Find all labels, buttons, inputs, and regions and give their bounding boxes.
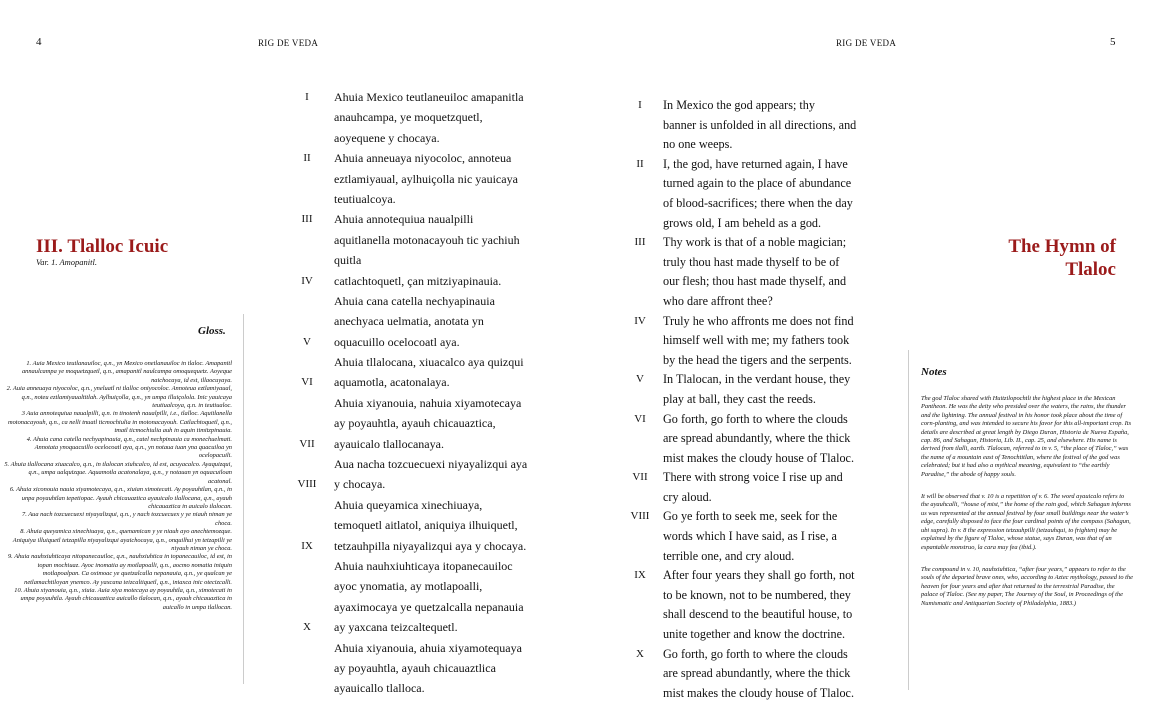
verse-number: I bbox=[305, 91, 309, 103]
gloss-paragraph: 6. Ahuia xiconouia nauia xiyamotecaya, q.n., xiuian ximotecati. Ay poyauhtlan, q.n., in unpa poyauhtlan tepetiopac. Ayauh chicauaztica ayauicalo tlallocana, q.n., ayauh chicauaztica in auicalo tlalocan. bbox=[9, 486, 232, 510]
verse-line bbox=[636, 155, 856, 175]
verse-text: I, the god, have returned again, I have bbox=[663, 156, 848, 171]
verse-line bbox=[334, 597, 527, 617]
verse-line bbox=[634, 566, 856, 586]
verse-text: mist makes the cloudy house of Tlaloc. bbox=[663, 450, 855, 465]
verse-line bbox=[663, 174, 856, 194]
verse-line bbox=[334, 638, 527, 658]
verse-line bbox=[334, 189, 527, 209]
verse-text: y chocaya. bbox=[334, 477, 386, 492]
verse-line bbox=[663, 684, 856, 704]
verse-line bbox=[334, 576, 527, 596]
verse-number: V bbox=[636, 373, 644, 386]
verse-line bbox=[301, 372, 527, 392]
verse-line bbox=[334, 169, 527, 189]
verse-text: Aua nacha tozcuecuexi niyayalizqui aya bbox=[334, 457, 528, 472]
left-subtitle: Var. 1. Amopanitl. bbox=[36, 257, 98, 267]
verse-text: teutiualcoya. bbox=[334, 191, 396, 206]
divider bbox=[243, 314, 244, 684]
verse-text: words which I have said, as I rise, a bbox=[663, 529, 837, 544]
english-verses bbox=[630, 96, 857, 703]
verse-number: VII bbox=[632, 471, 648, 484]
verse-text: to be known, not to be numbered, they bbox=[663, 587, 851, 602]
verse-line bbox=[334, 678, 527, 698]
verse-text: There with strong voice I rise up and bbox=[663, 470, 843, 485]
verse-text: In Mexico the god appears; thy bbox=[663, 98, 815, 112]
verse-line bbox=[636, 370, 856, 390]
verse-line bbox=[663, 527, 856, 547]
verse-line bbox=[334, 495, 527, 515]
verse-line bbox=[663, 429, 856, 449]
verse-line bbox=[303, 617, 527, 637]
verse-text: unite together and know the doctrine. bbox=[663, 627, 846, 642]
verse-number: II bbox=[636, 157, 644, 170]
verse-text: ayauicalo tlallocanaya. bbox=[334, 436, 444, 451]
verse-text: cry aloud. bbox=[663, 489, 712, 504]
verse-number: I bbox=[638, 99, 642, 111]
verse-text: temoquetl aitlatol, aniquiya ilhuiquetl, bbox=[334, 518, 518, 533]
verse-text: eztlamiyaual, aylhuiçolla nic yauicaya bbox=[334, 171, 518, 186]
verse-number: VIII bbox=[297, 478, 317, 491]
verse-text: banner is unfolded in all directions, and bbox=[663, 117, 857, 132]
verse-line bbox=[334, 515, 527, 535]
notes-heading: Notes bbox=[921, 366, 947, 378]
verse-line bbox=[663, 272, 856, 292]
verse-line bbox=[638, 96, 856, 116]
verse-number: X bbox=[636, 647, 644, 660]
verse-line bbox=[636, 645, 856, 665]
left-title: III. Tlalloc Icuic bbox=[36, 236, 169, 257]
verse-number: V bbox=[303, 335, 311, 348]
verse-text: quitla bbox=[334, 253, 362, 268]
verse-text: grows old, I am beheld as a god. bbox=[663, 215, 822, 230]
verse-line bbox=[663, 547, 856, 567]
gloss-paragraph: 4. Ahuia cana catella nechyapinauia, q.n., catel nechpinauia ca monechuelmati. Annotata ynoquacuillo ocelocoatl aya, q.n., yn notaua iuan yna quacuiloa yn ocelopacuili. bbox=[26, 435, 232, 460]
nahuatl-verses bbox=[297, 87, 528, 699]
verse-number: IV bbox=[634, 314, 646, 327]
verse-number: III bbox=[301, 213, 313, 226]
gloss-paragraph: 2. Auia anneuaya niyocoloc, q.n., yneluatl ni tlalloc oniyocoloc. Annoteua eztlamiyaual, q.n., noteu eztlamiyaualtitlah. Aylhuiçolla, q.n., yn umpa illuiçolola. Inic yauicaya teutiualcoya, q.n. in teutiualoc. bbox=[6, 385, 232, 410]
verse-text: play at ball, they cast the reeds. bbox=[663, 391, 816, 406]
right-title bbox=[1008, 235, 1116, 281]
verse-text: shall descend to the beautiful house, to bbox=[663, 607, 853, 622]
verse-text: Go ye forth to seek me, seek for the bbox=[663, 509, 838, 524]
verse-text: Ahuia nauhxiuhticaya itopanecauiloc bbox=[334, 558, 513, 573]
gloss-heading: Gloss. bbox=[198, 325, 226, 337]
verse-text: mist makes the cloudy house of Tlaloc. bbox=[663, 685, 855, 700]
verse-line bbox=[334, 413, 527, 433]
divider bbox=[908, 350, 909, 690]
verse-line bbox=[303, 332, 527, 352]
verse-text: aquitlanella motonacayouh tic yachiuh bbox=[334, 232, 520, 247]
verse-line bbox=[630, 507, 856, 527]
verse-line bbox=[334, 230, 527, 250]
verse-text: ayauicallo tlalloca. bbox=[334, 681, 425, 696]
verse-text: In Tlalocan, in the verdant house, they bbox=[663, 372, 851, 387]
gloss-paragraph: 5. Ahuia tlallocana xiuacalco, q.n., in tlalocan xiuhcalco, id est, acuyacalco. Ayaquizqui, q.n., umpa ualquizque. Aquamotla acatonalaya, q.n., y notauan yn oquacuiloan acatonal. bbox=[4, 460, 232, 485]
verse-text: truly thou hast made thyself to be of bbox=[663, 254, 840, 269]
verse-text: catlachtoquetl, çan mitziyapinauia. bbox=[334, 273, 502, 288]
verse-line bbox=[634, 410, 856, 430]
verse-text: ay poyauhtla, ayauh chicauaztlica bbox=[334, 660, 496, 675]
verse-text: anauhcampa, ye moquetzquetl, bbox=[334, 110, 483, 125]
verse-text: ay yaxcana teizcaltequetl. bbox=[334, 620, 458, 635]
gloss-paragraph: 3 Auia annotequiua naualpilli, q.n. in tinotenh naualpilli, i.e., tlalloc. Aquitlanella motonacayouh, q.n., ca nelli tnuatl ticmochiulia in motonacayouh. Catlachtoquetl, q.n., tmatl ticmochiulia auh in aquin timitzpinauia. bbox=[8, 410, 232, 435]
verse-line bbox=[634, 233, 856, 253]
verse-text: After four years they shall go forth, not bbox=[663, 568, 855, 583]
page-number-right: 5 bbox=[1110, 36, 1116, 48]
verse-number: VI bbox=[634, 412, 646, 425]
verse-line bbox=[663, 664, 856, 684]
verse-text: ayoc ynomatia, ay motlapoalli, bbox=[334, 579, 483, 594]
verse-text: are spread abundantly, where the thick bbox=[663, 431, 851, 446]
verse-number: III bbox=[634, 236, 646, 249]
verse-line bbox=[663, 214, 856, 234]
verse-line bbox=[663, 194, 856, 214]
verse-line bbox=[663, 253, 856, 273]
verse-line bbox=[663, 625, 856, 645]
verse-text: Ahuia annotequiua naualpilli bbox=[334, 212, 474, 227]
verse-text: by the head the tigers and the serpents. bbox=[663, 352, 852, 367]
verse-text: Ahuia tllalocana, xiuacalco aya quizqui bbox=[334, 355, 524, 370]
verse-line bbox=[663, 449, 856, 469]
verse-line bbox=[334, 291, 527, 311]
verse-text: no one weeps. bbox=[663, 137, 733, 152]
verse-line bbox=[663, 488, 856, 508]
verse-text: ayaximocaya ye quetzalcalla nepanauia bbox=[334, 599, 524, 614]
notes-text bbox=[921, 395, 1133, 622]
verse-line bbox=[305, 87, 527, 107]
note-paragraph: It will be observed that v. 10 is a repetition of v. 6. The word ayauicalo refers to the ayauhcalli, “house of mist,” the home of the rain god, which Sahagun informs us was represented at the annual festival by four small buildings near the water’s edge, carefully disposed to face the four cardinal points of the compass (Sahagun, ubi supra). In v. 8 the expression tetzauhpilli (tetzauhqui, to frighten) may be explained by the figure of Tlaloc, whose statue, says Duran, was that of un espantable monstruo, la cara muy fea (ibid.). bbox=[921, 493, 1131, 551]
running-head-left: RIG DE VEDA bbox=[258, 38, 319, 48]
verse-text: himself well with me; my fathers took bbox=[663, 333, 850, 348]
verse-line bbox=[334, 658, 527, 678]
verse-line bbox=[663, 292, 856, 312]
verse-text: aoyequene y chocaya. bbox=[334, 130, 440, 145]
verse-line bbox=[663, 605, 856, 625]
gloss-paragraph: 1. Auia Mexico teutlanauiloc, q.n., yn Mexico onetlanauiloc in tlaloc. Amapanitl annaulcampa ye moquetzquetl, q.n., amapanitl naulcampa omoquequetz. Aoyeque naichocaya, id est, illaocuyaya. bbox=[21, 360, 232, 384]
verse-text: Go forth, go forth to where the clouds bbox=[663, 646, 848, 661]
verse-line bbox=[303, 148, 527, 168]
verse-line bbox=[334, 454, 527, 474]
verse-number: IV bbox=[301, 274, 313, 287]
gloss-paragraph: 8. Ahuia queyamica xinechiuaya, q.n., quenamican y ye niauh ayo anechtemozque. Aniquiya illuiquetl tetzapilla niyayalizqui ayaichocaya, q.n., onquilhui yn tetzapilli ye niyauh niman ye choca. bbox=[12, 528, 232, 552]
verse-text: Ahuia xiyanouia, nahuia xiyamotecaya bbox=[334, 395, 522, 410]
verse-line bbox=[301, 536, 527, 556]
verse-line bbox=[663, 586, 856, 606]
verse-text: Ahuia Mexico teutlaneuiloc amapanitla bbox=[334, 90, 524, 104]
verse-text: Ahuia anneuaya niyocoloc, annoteua bbox=[334, 151, 512, 166]
verse-line bbox=[663, 135, 856, 155]
page-number-left: 4 bbox=[36, 36, 42, 48]
verse-number: IX bbox=[301, 539, 313, 552]
verse-line bbox=[334, 556, 527, 576]
verse-line bbox=[663, 116, 856, 136]
verse-line bbox=[301, 209, 527, 229]
verse-line bbox=[663, 390, 856, 410]
verse-line bbox=[634, 312, 856, 332]
verse-text: our flesh; thou hast made thyself, and bbox=[663, 274, 847, 289]
verse-line bbox=[299, 434, 527, 454]
gloss-paragraph: 7. Aua nach tozcuecuexi niyayalizqui, q.n., y nach tozcuecuex y ye niauh niman ye choca. bbox=[22, 511, 232, 527]
verse-number: VI bbox=[301, 376, 313, 389]
verse-text: Ahuia xiyanouia, ahuia xiyamotequaya bbox=[334, 640, 522, 655]
verse-line bbox=[301, 271, 527, 291]
gloss-paragraph: 10. Ahuia xiyanouia, q.n., xiuia. Auia xiya motecaya ay poyauhtla, q.n., ximotecati in umpa poyauhtla. Ayauh chicauaztica auicallo tlalocan, q.n., ayauh chicauaztica in auicallo in umpa tlallocan. bbox=[14, 586, 232, 611]
right-title-line1: The Hymn of bbox=[1008, 236, 1116, 257]
verse-number: II bbox=[303, 152, 311, 165]
verse-text: oquacuillo ocelocoatl aya. bbox=[334, 334, 460, 349]
verse-text: turned again to the place of abundance bbox=[663, 176, 852, 191]
gloss-paragraph: 9. Ahuia nauhxiuhticaya nitopanecauiloc, q.n., nauhxiuhtica in topanecauiloc, id est, in topan mochiuaz. Ayoc inomatia ay motlapoalli, q.n., aocmo nomatia iniquin motlapoalpan. Ca oximoac ye quetzalcalla nepanauia, q.n., ye qualcan ye netlamachtiloyan ynemco. Ay yaxcana teizcaltiquetl, q.n., iniaxca inic otecizcalli. bbox=[7, 553, 232, 586]
right-title-line2: Tlaloc bbox=[1065, 259, 1116, 280]
verse-number: VII bbox=[299, 437, 315, 450]
verse-text: terrible one, and cry aloud. bbox=[663, 548, 795, 563]
verse-line bbox=[334, 107, 527, 127]
note-paragraph: The compound in v. 10, nauhxiuhtica, “after four years,” appears to refer to the souls of the departed brave ones, who, according to Aztec mythology, passed to the heaven for four years and after that returned to the terrestrial Paradise, the palace of Tlaloc. (See my paper, The Journey of the Soul, in Proceedings of the Numismatic and Antiquarian Society of Philadelphia, 1883.) bbox=[921, 565, 1133, 607]
verse-text: are spread abundantly, where the thick bbox=[663, 666, 851, 681]
verse-text: Ahuia queyamica xinechiuaya, bbox=[334, 497, 483, 512]
verse-line bbox=[632, 468, 856, 488]
verse-text: ay poyauhtla, ayauh chicauaztica, bbox=[334, 416, 496, 431]
gloss-text bbox=[4, 360, 232, 612]
running-head-right: RIG DE VEDA bbox=[836, 38, 897, 48]
verse-line bbox=[663, 351, 856, 371]
verse-text: who dare affront thee? bbox=[663, 293, 773, 308]
verse-text: anechyaca uelmatia, anotata yn bbox=[334, 314, 484, 329]
verse-text: Ahuia cana catella nechyapinauia bbox=[334, 293, 495, 308]
verse-text: aquamotla, acatonalaya. bbox=[334, 375, 450, 390]
verse-line bbox=[334, 393, 527, 413]
verse-line bbox=[334, 311, 527, 331]
verse-line bbox=[334, 250, 527, 270]
verse-line bbox=[334, 128, 527, 148]
verse-line bbox=[663, 331, 856, 351]
verse-line bbox=[334, 352, 527, 372]
note-paragraph: The god Tlaloc shared with Huitzilopochtli the highest place in the Mexican Pantheon. He was the deity who presided over the waters, the rains, the thunder and the lightning. The annual festival in his honor took place about the time of corn-planting, and was intended to secure his favor for this all-important crop. Its details are described at great length by Diego Duran, Historia de Nueva España, cap. 86, and Sahagun, Historia, Lib. II., cap. 25, and elsewhere. His name is derived from tlalli, earth. Tlalocan, referred to in v. 5, “the place of Tlaloc,” was the name of a mountain east of Tenochtitlan, where the festival of the god was celebrated; but it had also a mythical meaning, equivalent to “the earthly Paradise,” the abode of happy souls. bbox=[921, 395, 1132, 478]
verse-text: of blood-sacrifices; there when the day bbox=[663, 195, 853, 210]
verse-number: X bbox=[303, 621, 311, 634]
verse-number: VIII bbox=[630, 510, 650, 523]
verse-line bbox=[297, 474, 527, 494]
verse-number: IX bbox=[634, 569, 646, 582]
verse-text: Thy work is that of a noble magician; bbox=[663, 235, 847, 250]
verse-text: Truly he who affronts me does not find bbox=[663, 313, 854, 328]
verse-text: tetzauhpilla niyayalizqui aya y chocaya. bbox=[334, 538, 527, 553]
verse-text: Go forth, go forth to where the clouds bbox=[663, 411, 848, 426]
